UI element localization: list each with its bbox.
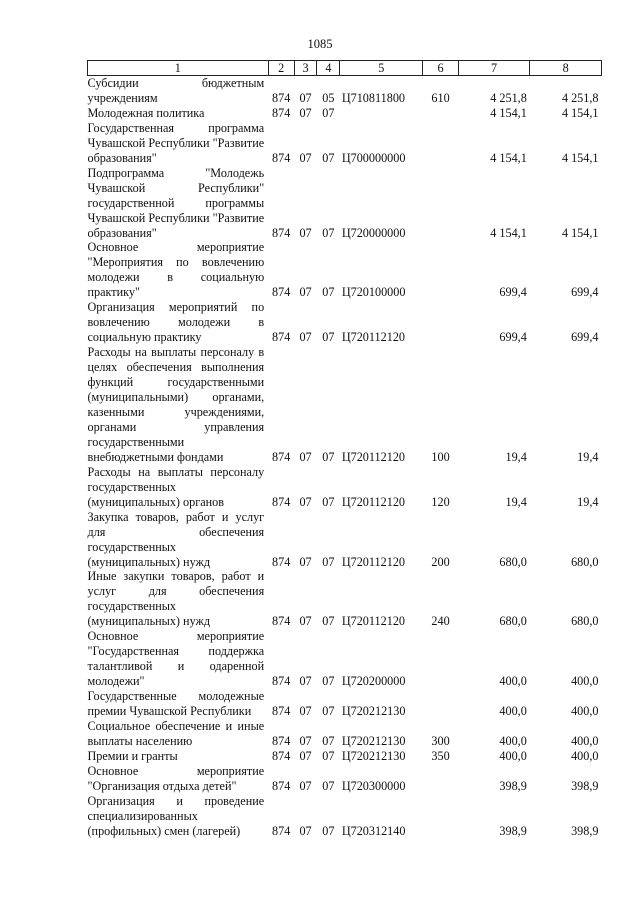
ministry-code: 874 [272, 748, 291, 763]
amount-col-8: 400,0 [571, 733, 599, 748]
header-col-2: 2 [268, 61, 294, 76]
amount-col-7: 19,4 [505, 494, 527, 509]
table-row [88, 719, 602, 749]
subsection-code: 07 [322, 494, 335, 509]
ministry-code: 874 [272, 105, 291, 120]
expense-type-code: 100 [431, 449, 450, 464]
target-article-code: Ц720000000 [341, 225, 406, 240]
subsection-code: 05 [322, 90, 335, 105]
section-code: 07 [299, 285, 312, 300]
table-row [88, 240, 602, 300]
table-row [88, 465, 602, 510]
header-col-8: 8 [530, 61, 602, 76]
target-article-code: Ц720200000 [341, 674, 406, 689]
amount-col-7: 398,9 [499, 823, 527, 838]
item-name: Основное мероприятие "Мероприятия по вовлечению молодежи в социальную практику" [87, 240, 265, 300]
section-code: 07 [299, 90, 312, 105]
item-name: Государственные молодежные премии Чувашской Республики [87, 689, 265, 719]
item-name: Закупка товаров, работ и услуг для обеспечения государственных (муниципальных) нужд [87, 509, 265, 569]
section-code: 07 [299, 614, 312, 629]
amount-col-7: 4 154,1 [490, 150, 527, 165]
item-name: Организация мероприятий по вовлечению молодежи в социальную практику [87, 300, 265, 345]
amount-col-8: 680,0 [571, 614, 599, 629]
table-row [88, 106, 602, 121]
ministry-code: 874 [272, 778, 291, 793]
amount-col-7: 699,4 [499, 330, 527, 345]
subsection-code: 07 [322, 105, 335, 120]
target-article-code: Ц720100000 [341, 285, 406, 300]
table-row [88, 629, 602, 689]
item-name: Государственная программа Чувашской Республики "Развитие образования" [87, 120, 265, 165]
target-article-code: Ц710811800 [341, 90, 406, 105]
target-article-code: Ц720112120 [341, 494, 406, 509]
header-col-1: 1 [88, 61, 269, 76]
section-code: 07 [299, 704, 312, 719]
target-article-code: Ц720212130 [341, 748, 406, 763]
expense-type-code [423, 121, 458, 166]
item-name: Социальное обеспечение и иные выплаты населению [87, 718, 265, 748]
ministry-code: 874 [272, 733, 291, 748]
item-name: Премии и гранты [87, 748, 178, 763]
table-row [88, 689, 602, 719]
section-code: 07 [299, 554, 312, 569]
item-name: Основное мероприятие "Организация отдыха детей" [87, 763, 265, 793]
amount-col-7: 680,0 [499, 554, 527, 569]
item-name: Субсидии бюджетным учреждениям [87, 76, 265, 105]
expense-type-code: 200 [431, 554, 450, 569]
table-row [88, 300, 602, 345]
item-name: Расходы на выплаты персоналу в целях обеспечения выполнения функций государственными (муниципальными) органами, казенными учреждениями, органами управления государственными внебюджетными фондами [87, 345, 265, 464]
header-col-6: 6 [423, 61, 458, 76]
header-col-7: 7 [458, 61, 530, 76]
amount-col-7: 680,0 [499, 614, 527, 629]
target-article-code: Ц720212130 [341, 733, 406, 748]
table-row [88, 794, 602, 839]
amount-col-7: 398,9 [499, 778, 527, 793]
subsection-code: 07 [322, 150, 335, 165]
amount-col-8: 398,9 [571, 823, 599, 838]
table-row [88, 569, 602, 629]
table-body [88, 76, 602, 839]
table-row [88, 121, 602, 166]
ministry-code: 874 [272, 330, 291, 345]
expense-type-code [423, 764, 458, 794]
target-article-code: Ц720112120 [341, 330, 406, 345]
target-article-code: Ц700000000 [341, 150, 406, 165]
ministry-code: 874 [272, 150, 291, 165]
section-code: 07 [299, 105, 312, 120]
item-name: Расходы на выплаты персоналу государственных (муниципальных) органов [87, 464, 265, 509]
amount-col-7: 400,0 [499, 674, 527, 689]
table-row [88, 345, 602, 465]
amount-col-8: 398,9 [571, 778, 599, 793]
amount-col-8: 699,4 [571, 285, 599, 300]
ministry-code: 874 [272, 614, 291, 629]
ministry-code: 874 [272, 554, 291, 569]
target-article-code: Ц720300000 [341, 778, 406, 793]
table-row [88, 166, 602, 241]
expense-type-code [423, 240, 458, 300]
section-code: 07 [299, 823, 312, 838]
expense-type-code [423, 166, 458, 241]
subsection-code: 07 [322, 330, 335, 345]
target-article-code: Ц720312140 [341, 823, 406, 838]
expense-type-code [423, 106, 458, 121]
target-article-code: Ц720112120 [341, 554, 406, 569]
subsection-code: 07 [322, 285, 335, 300]
expense-type-code [423, 689, 458, 719]
amount-col-8: 19,4 [577, 449, 599, 464]
table-row [88, 76, 602, 106]
section-code: 07 [299, 778, 312, 793]
header-col-3: 3 [294, 61, 317, 76]
amount-col-7: 400,0 [499, 733, 527, 748]
subsection-code: 07 [322, 225, 335, 240]
ministry-code: 874 [272, 494, 291, 509]
table-row [88, 749, 602, 764]
amount-col-7: 400,0 [499, 704, 527, 719]
amount-col-8: 4 154,1 [561, 225, 599, 240]
section-code: 07 [299, 150, 312, 165]
expense-type-code [423, 300, 458, 345]
amount-col-8: 400,0 [571, 704, 599, 719]
ministry-code: 874 [272, 449, 291, 464]
subsection-code: 07 [322, 704, 335, 719]
section-code: 07 [299, 449, 312, 464]
header-col-5: 5 [340, 61, 423, 76]
ministry-code: 874 [272, 225, 291, 240]
section-code: 07 [299, 494, 312, 509]
section-code: 07 [299, 748, 312, 763]
section-code: 07 [299, 225, 312, 240]
expense-type-code [423, 629, 458, 689]
target-article-code [340, 106, 423, 121]
amount-col-8: 400,0 [571, 748, 599, 763]
expense-type-code: 350 [431, 748, 450, 763]
amount-col-8: 699,4 [571, 330, 599, 345]
expense-type-code: 240 [431, 614, 450, 629]
budget-table [87, 60, 602, 839]
target-article-code: Ц720212130 [341, 704, 406, 719]
subsection-code: 07 [322, 778, 335, 793]
item-name: Основное мероприятие "Государственная поддержка талантливой и одаренной молодежи" [87, 629, 265, 689]
amount-col-8: 400,0 [571, 674, 599, 689]
amount-col-7: 19,4 [505, 449, 527, 464]
ministry-code: 874 [272, 704, 291, 719]
header-col-4: 4 [317, 61, 340, 76]
subsection-code: 07 [322, 449, 335, 464]
target-article-code: Ц720112120 [341, 449, 406, 464]
ministry-code: 874 [272, 285, 291, 300]
item-name: Молодежная политика [87, 105, 205, 120]
amount-col-8: 4 251,8 [561, 90, 599, 105]
item-name: Иные закупки товаров, работ и услуг для обеспечения государственных (муниципальных) нужд [87, 569, 265, 629]
amount-col-8: 4 154,1 [561, 105, 599, 120]
ministry-code: 874 [272, 674, 291, 689]
amount-col-7: 4 154,1 [490, 225, 527, 240]
table-row [88, 510, 602, 570]
section-code: 07 [299, 674, 312, 689]
section-code: 07 [299, 330, 312, 345]
table-header [88, 61, 602, 76]
expense-type-code: 300 [431, 733, 450, 748]
section-code: 07 [299, 733, 312, 748]
amount-col-8: 19,4 [577, 494, 599, 509]
subsection-code: 07 [322, 614, 335, 629]
amount-col-8: 680,0 [571, 554, 599, 569]
expense-type-code: 120 [431, 494, 450, 509]
table-row [88, 764, 602, 794]
amount-col-7: 4 154,1 [490, 105, 527, 120]
item-name: Подпрограмма "Молодежь Чувашской Республики" государственной программы Чувашской Республики "Развитие образования" [87, 165, 265, 240]
ministry-code: 874 [272, 90, 291, 105]
subsection-code: 07 [322, 748, 335, 763]
page-number: 1085 [307, 37, 333, 51]
amount-col-7: 699,4 [499, 285, 527, 300]
amount-col-7: 4 251,8 [490, 90, 527, 105]
ministry-code: 874 [272, 823, 291, 838]
expense-type-code [423, 794, 458, 839]
amount-col-8: 4 154,1 [561, 150, 599, 165]
subsection-code: 07 [322, 554, 335, 569]
subsection-code: 07 [322, 674, 335, 689]
subsection-code: 07 [322, 823, 335, 838]
expense-type-code: 610 [431, 90, 450, 105]
item-name: Организация и проведение специализированных (профильных) смен (лагерей) [87, 793, 265, 838]
subsection-code: 07 [322, 733, 335, 748]
amount-col-7: 400,0 [499, 748, 527, 763]
target-article-code: Ц720112120 [341, 614, 406, 629]
